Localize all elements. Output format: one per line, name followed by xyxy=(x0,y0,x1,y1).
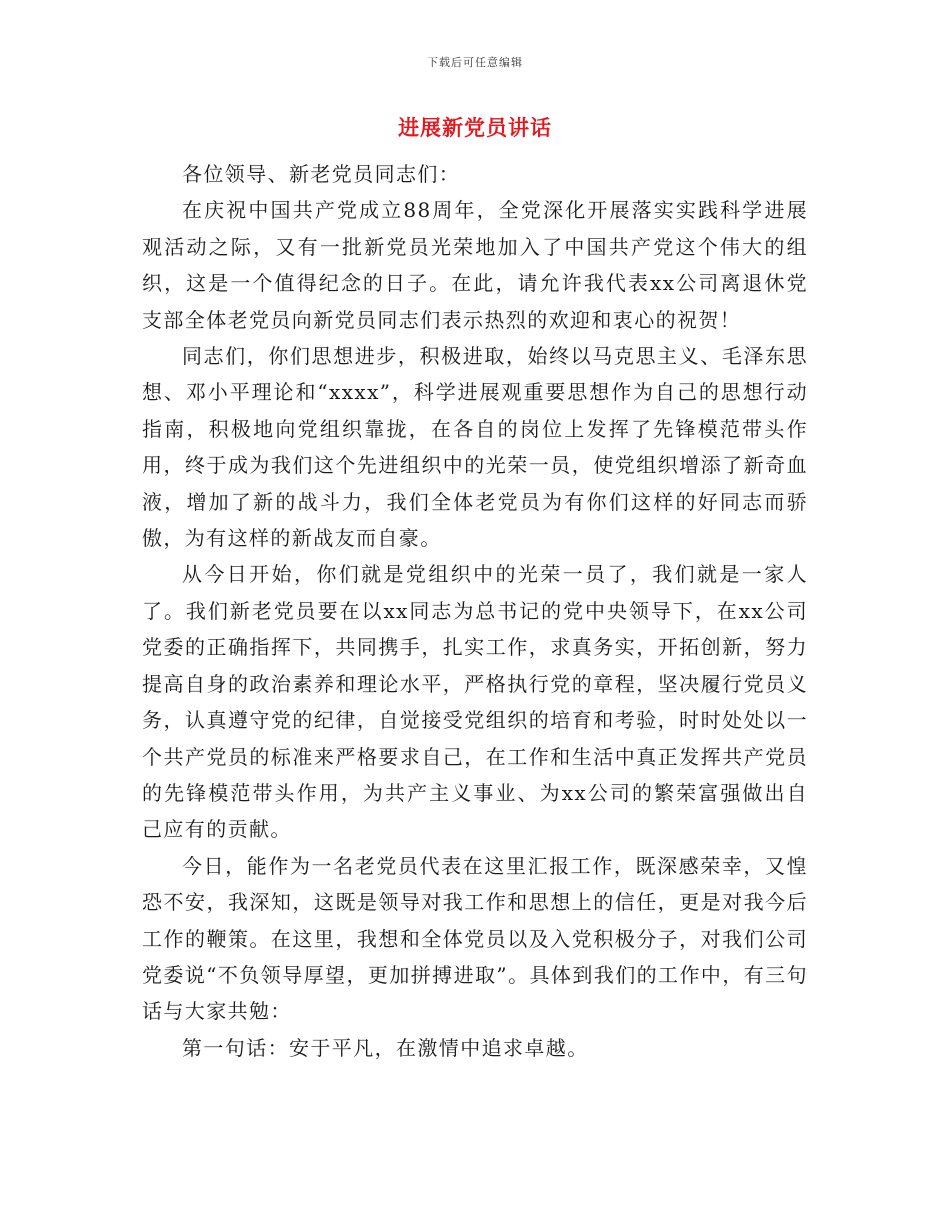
document-body xyxy=(142,156,808,1066)
paragraph-5: 第一句话：安于平凡，在激情中追求卓越。 xyxy=(182,1035,589,1060)
paragraph-salutation: 各位领导、新老党员同志们： xyxy=(182,162,461,186)
paragraph-3: 从今日开始，你们就是党组织中的光荣一员了，我们就是一家人了。我们新老党员要在以xx同志为总书记的党中央领导下，在xx公司党委的正确指挥下，共同携手，扎实工作，求真务实，开拓创新，努力提高自身的政治素养和理论水平，严格执行党的章程，坚决履行党员义务，认真遵守党的纪律，自觉接受党组织的培育和考验，时时处处以一个共产党员的标准来严格要求自己，在工作和生活中真正发挥共产党员的先锋模范带头作用，为共产主义事业、为xx公司的繁荣富强做出自己应有的贡献。 xyxy=(142,562,808,842)
paragraph-2: 同志们，你们思想进步，积极进取，始终以马克思主义、毛泽东思想、邓小平理论和“xxxx”，科学进展观重要思想作为自己的思想行动指南，积极地向党组织靠拢，在各自的岗位上发挥了先锋模范带头作用，终于成为我们这个先进组织中的光荣一员，使党组织增添了新奇血液，增加了新的战斗力，我们全体老党员为有你们这样的好同志而骄傲，为有这样的新战友而自豪。 xyxy=(142,344,808,551)
page-header-note: 下载后可任意编辑 xyxy=(427,56,523,69)
document-title: 进展新党员讲话 xyxy=(398,115,552,140)
paragraph-1: 在庆祝中国共产党成立88周年，全党深化开展落实实践科学进展观活动之际，又有一批新党员光荣地加入了中国共产党这个伟大的组织，这是一个值得纪念的日子。在此，请允许我代表xx公司离退休党支部全体老党员向新党员同志们表示热烈的欢迎和衷心的祝贺！ xyxy=(142,198,808,332)
paragraph-4: 今日，能作为一名老党员代表在这里汇报工作，既深感荣幸，又惶恐不安，我深知，这既是领导对我工作和思想上的信任，更是对我今后工作的鞭策。在这里，我想和全体党员以及入党积极分子，对我们公司党委说“不负领导厚望，更加拼搏进取”。具体到我们的工作中，有三句话与大家共勉： xyxy=(142,853,808,1024)
